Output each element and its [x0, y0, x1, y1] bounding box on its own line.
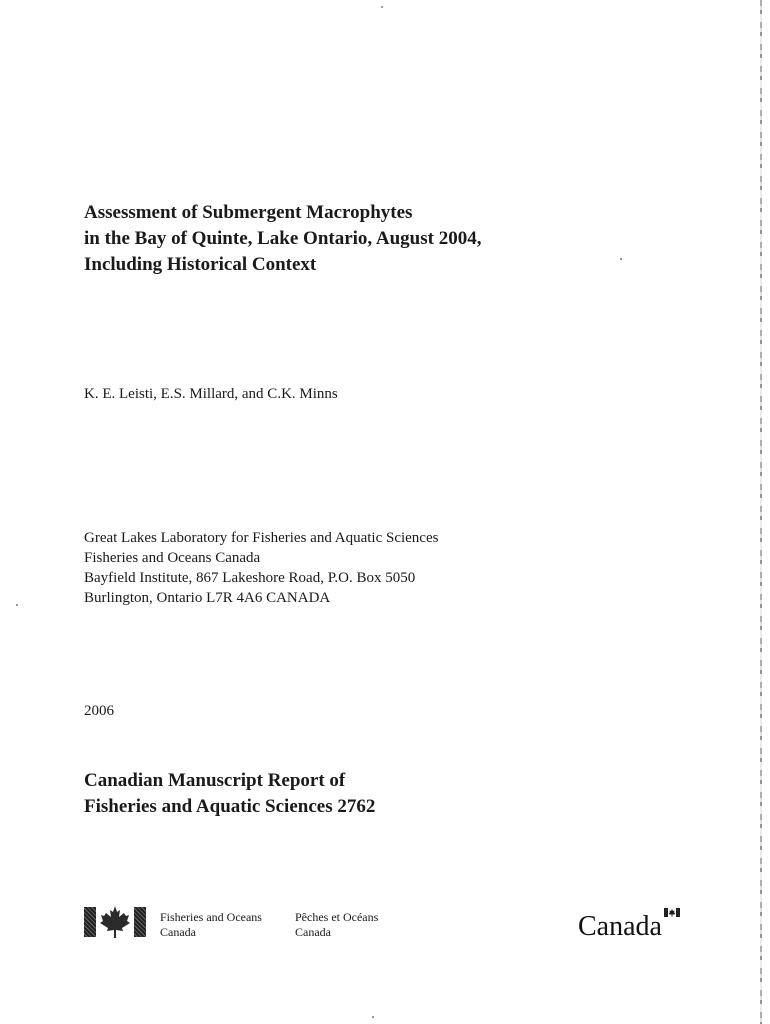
- maple-leaf-flag-icon: [84, 905, 154, 939]
- department-name-english: [160, 910, 262, 940]
- authors: K. E. Leisti, E.S. Millard, and C.K. Minns: [84, 386, 338, 402]
- flag-bar-left: [84, 907, 96, 937]
- canada-wordmark: Canada: [578, 911, 662, 942]
- address-line: Fisheries and Oceans Canada: [84, 550, 261, 566]
- address-line: Great Lakes Laboratory for Fisheries and Aquatic Sciences: [84, 530, 439, 546]
- publication-year: 2006: [84, 703, 114, 719]
- address-line: Burlington, Ontario L7R 4A6 CANADA: [84, 590, 331, 606]
- department-name-french: [295, 910, 378, 940]
- title-line: in the Bay of Quinte, Lake Ontario, August 2004,: [84, 228, 482, 249]
- title-line: Assessment of Submergent Macrophytes: [84, 202, 413, 223]
- report-series-line: Fisheries and Aquatic Sciences 2762: [84, 796, 376, 817]
- dept-fr-line: Pêches et Océans: [295, 910, 379, 924]
- page-edge-shadow: [760, 0, 762, 1024]
- report-title: [84, 200, 684, 278]
- scan-speck: [381, 6, 383, 8]
- address-line: Bayfield Institute, 867 Lakeshore Road, P.O. Box 5050: [84, 570, 416, 586]
- dept-en-line: Canada: [160, 925, 196, 939]
- flag-bar-right: [134, 907, 146, 937]
- institution-address: [84, 528, 438, 608]
- scan-speck: [372, 1016, 374, 1018]
- report-series: [84, 768, 375, 820]
- canada-flag-icon: [664, 908, 680, 917]
- maple-leaf-icon: [99, 905, 131, 939]
- title-line: Including Historical Context: [84, 254, 317, 275]
- scan-speck: [16, 604, 18, 606]
- dept-en-line: Fisheries and Oceans: [160, 910, 262, 924]
- report-series-line: Canadian Manuscript Report of: [84, 770, 346, 791]
- dept-fr-line: Canada: [295, 925, 331, 939]
